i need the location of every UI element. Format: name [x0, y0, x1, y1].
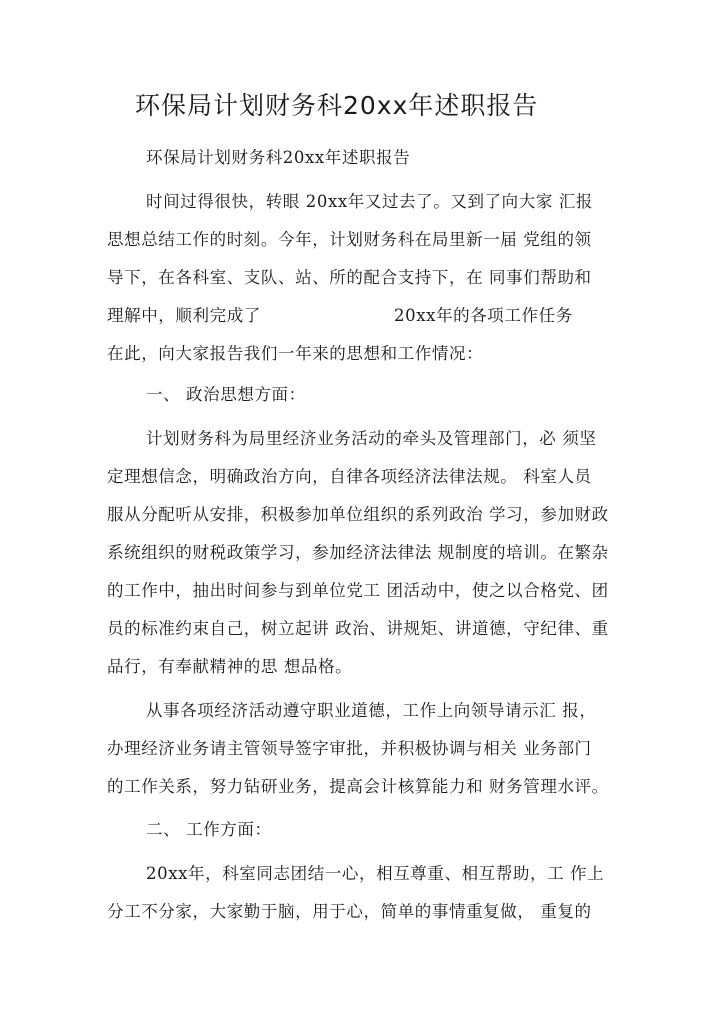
text-line: 定理想信念，明确政治方向，自律各项经济法律法规。 科室人员 — [107, 467, 592, 486]
text-line: 20xx年，科室同志团结一心，相互尊重、相互帮助，工 作上 — [146, 864, 605, 883]
text-line: 一、 政治思想方面： — [146, 385, 306, 404]
text-line: 在此，向大家报告我们一年来的思想和工作情况： — [107, 344, 484, 363]
text-line: 思想总结工作的时刻。今年，计划财务科在局里新一届 党组的领 — [107, 230, 592, 249]
text-line: 的工作中，抽出时间参与到单位党工 团活动中，使之以合格党、团 — [107, 581, 609, 600]
text-line: 理解中，顺利完成了 — [107, 306, 261, 325]
text-line: 品行，有奉献精神的思 想品格。 — [107, 657, 353, 676]
text-line: 从事各项经济活动遵守职业道德，工作上向领导请示汇 报， — [146, 701, 597, 720]
text-line: 时间过得很快，转眼 20xx年又过去了。又到了向大家 汇报 — [146, 192, 593, 211]
text-line: 的工作关系，努力钻研业务，提高会计核算能力和 财务管理水评。 — [107, 777, 609, 796]
text-line: 环保局计划财务科20xx年述职报告 — [146, 148, 411, 167]
text-line: 员的标准约束自己，树立起讲 政治、讲规矩、讲道德，守纪律、重 — [107, 619, 609, 638]
text-line: 20xx年的各项工作任务 — [394, 306, 573, 325]
text-line: 服从分配听从安排，积极参加单位组织的系列政治 学习，参加财政 — [107, 505, 609, 524]
text-line: 计划财务科为局里经济业务活动的牵头及管理部门，必 须坚 — [146, 429, 597, 448]
text-line: 导下，在各科室、支队、站、所的配合支持下，在 同事们帮助和 — [107, 268, 592, 287]
text-line: 办理经济业务请主管领导签字审批，并积极协调与相关 业务部门 — [107, 739, 592, 758]
text-line: 系统组织的财税政策学习，参加经济法律法 规制度的培训。在繁杂 — [107, 543, 609, 562]
text-line: 分工不分家，大家勤于脑，用于心，简单的事情重复做， 重复的 — [107, 902, 592, 921]
page-title: 环保局计划财务科20xx年述职报告 — [135, 91, 539, 120]
text-line: 二、 工作方面： — [146, 820, 272, 839]
